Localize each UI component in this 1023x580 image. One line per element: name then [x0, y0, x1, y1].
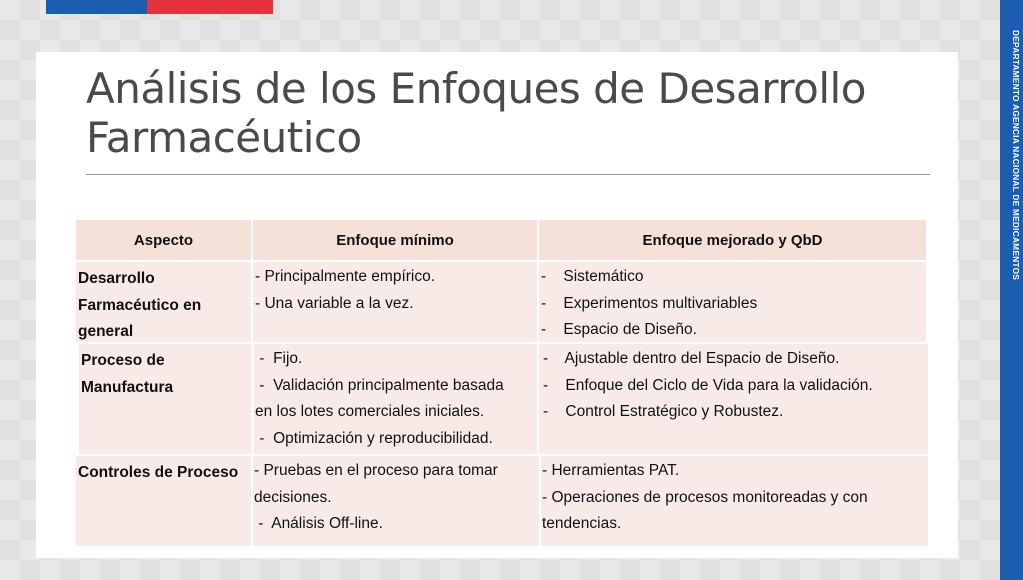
aspect-line: Controles de Proceso	[78, 464, 239, 481]
cell-line: - Control Estratégico y Robustez.	[543, 403, 784, 421]
header-cell-enfoque-mejorado	[539, 220, 926, 260]
cell-lines	[539, 262, 926, 342]
cell-line: tendencias.	[542, 515, 622, 533]
mejorado-cell	[539, 344, 928, 454]
cell-lines	[254, 344, 537, 453]
cell-line: - Optimización y reproducibilidad.	[255, 430, 493, 448]
table-row	[76, 262, 926, 342]
aspect-label	[79, 344, 251, 401]
cell-line: - Herramientas PAT.	[542, 462, 680, 479]
header-cell-aspecto	[76, 220, 251, 260]
cell-lines	[541, 456, 928, 538]
table-row	[76, 344, 928, 454]
mejorado-cell	[539, 262, 926, 342]
cell-line: - Análisis Off-line.	[254, 515, 383, 533]
cell-line: - Principalmente empírico.	[255, 268, 436, 285]
mejorado-cell	[541, 456, 928, 546]
header-label: Enfoque mínimo	[336, 232, 454, 249]
cell-line: - Enfoque del Ciclo de Vida para la validación.	[543, 376, 873, 394]
minimo-cell	[254, 344, 537, 454]
slide-title	[86, 64, 946, 162]
slide-title-line-2: Farmacéutico	[86, 113, 362, 162]
minimo-cell	[253, 262, 537, 342]
cell-line: - Validación principalmente basada	[255, 376, 504, 394]
cell-line: - Pruebas en el proceso para tomar	[254, 462, 498, 479]
slide-canvas	[36, 52, 958, 558]
header-cell-enfoque-minimo	[253, 220, 537, 260]
flag-stripe-blue	[46, 0, 147, 14]
aspect-cell	[76, 456, 251, 546]
cell-line: - Ajustable dentro del Espacio de Diseño.	[543, 350, 840, 367]
aspect-line: Farmacéutico en	[78, 296, 202, 314]
cell-line: - Fijo.	[255, 350, 303, 367]
header-label: Aspecto	[133, 232, 194, 249]
aspect-line: Desarrollo	[78, 270, 155, 287]
cell-line: - Operaciones de procesos monitoreadas y con	[542, 488, 868, 506]
slide-title-line-1: Análisis de los Enfoques de Desarrollo	[86, 64, 866, 113]
aspect-line: Proceso de	[81, 352, 165, 369]
aspect-line: general	[78, 323, 134, 341]
aspect-line: Manufactura	[81, 378, 174, 396]
cell-line: - Experimentos multivariables	[541, 294, 758, 312]
cell-lines	[539, 344, 928, 426]
aspect-cell	[76, 262, 251, 342]
aspect-label	[76, 262, 251, 342]
table-row	[76, 456, 928, 546]
side-brand-label: DEPARTAMENTO AGENCIA NACIONAL DE MEDICAMENTOS	[1011, 30, 1021, 281]
table-header-row	[76, 220, 926, 260]
cell-line: decisiones.	[254, 488, 332, 506]
cell-line: - Espacio de Diseño.	[541, 321, 697, 339]
header-label: Enfoque mejorado y QbD	[642, 232, 823, 249]
title-divider	[86, 174, 930, 175]
cell-line: en los lotes comerciales iniciales.	[255, 403, 485, 421]
aspect-cell	[79, 344, 251, 454]
cell-line: - Una variable a la vez.	[255, 294, 414, 312]
cell-lines	[253, 456, 539, 538]
flag-stripe-red	[147, 0, 273, 14]
minimo-cell	[253, 456, 539, 546]
aspect-label	[76, 456, 251, 487]
cell-line: - Sistemático	[541, 268, 644, 285]
cell-lines	[253, 262, 537, 317]
